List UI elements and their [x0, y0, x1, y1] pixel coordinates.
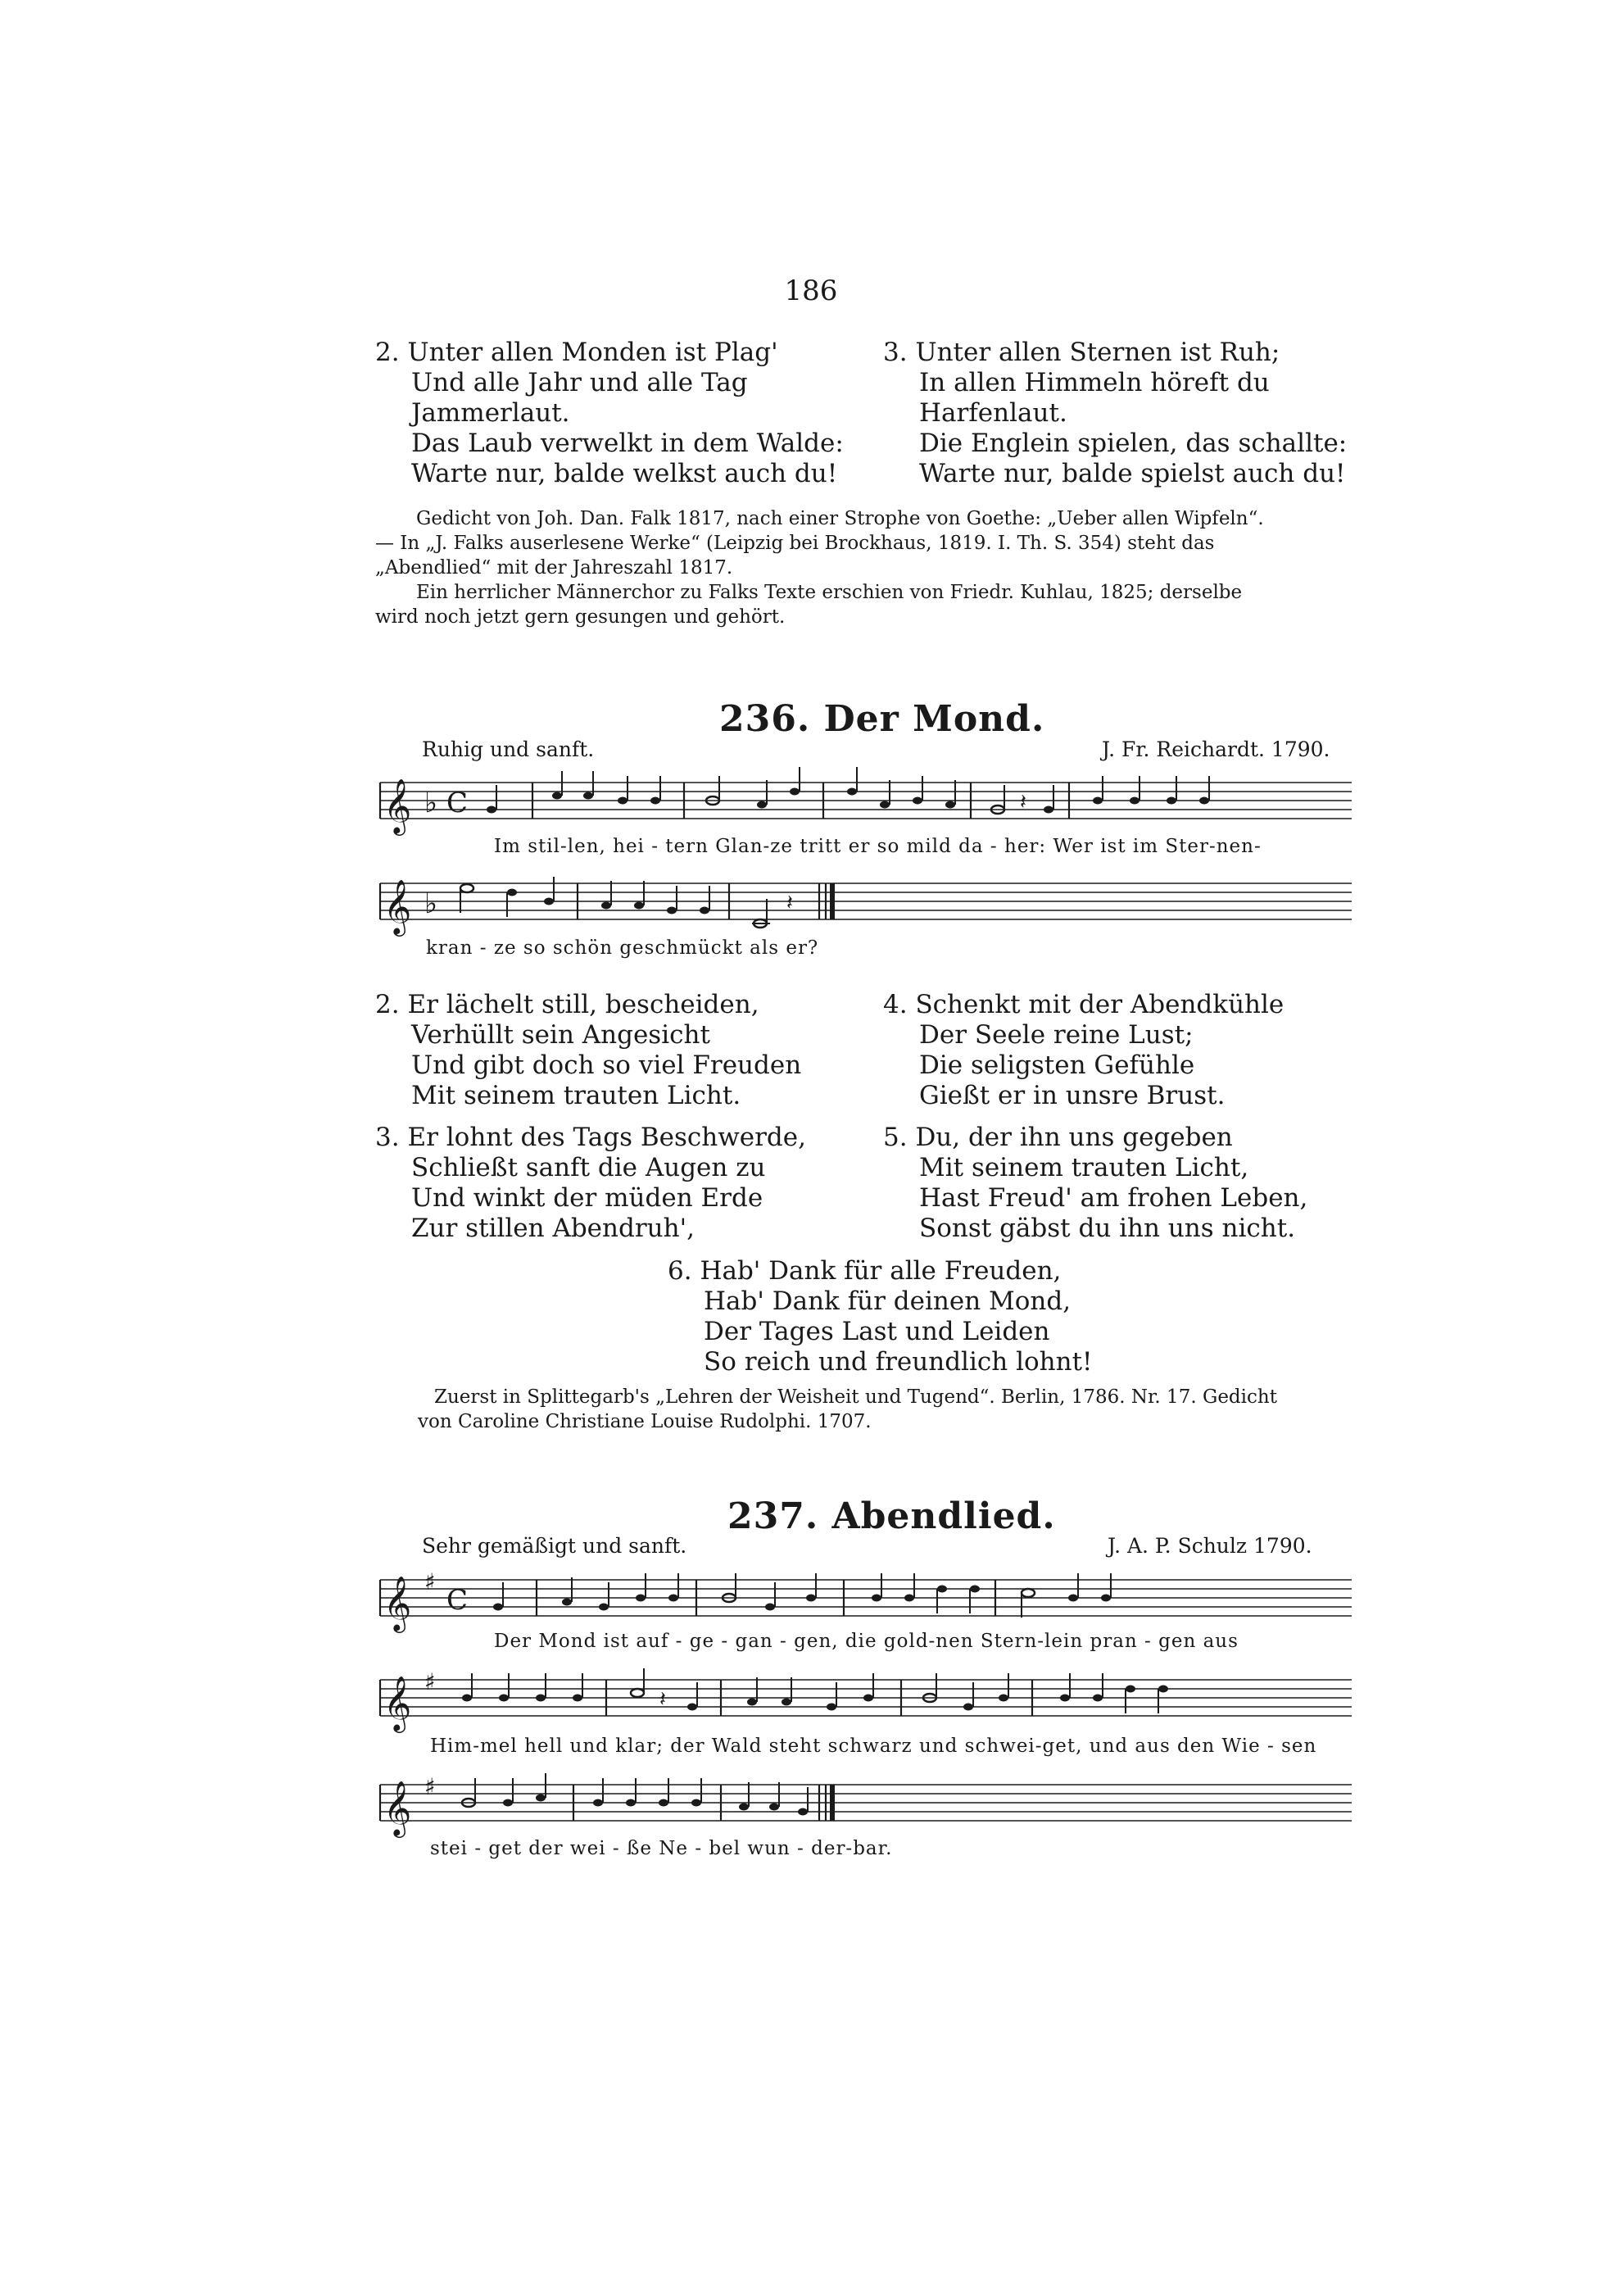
stanza-number: 2.	[375, 990, 400, 1019]
stanza-line: Er lohnt des Tags Beschwerde,	[407, 1123, 806, 1152]
song-237-tempo: Sehr gemäßigt und sanft.	[422, 1534, 687, 1558]
song-237-composer: J. A. P. Schulz 1790.	[1108, 1534, 1312, 1558]
page-number: 186	[784, 275, 838, 307]
stanza-line: Verhüllt sein Angesicht	[411, 1020, 710, 1050]
stanza-line: Sonst gäbst du ihn uns nicht.	[919, 1214, 1296, 1243]
song-236-lyrics-1: Im stil-len, hei - tern Glan-ze tritt er so mild da - her: Wer ist im Ster-nen-	[494, 836, 1262, 857]
rest-icon: 𝄽	[1020, 790, 1026, 814]
rest-icon: 𝄽	[786, 891, 793, 915]
stanza-number: 3.	[883, 338, 908, 367]
song-236-staff-2	[377, 875, 1360, 932]
stanza-line: Die Englein spielen, das schallte:	[919, 429, 1348, 458]
stanza-line: Mit seinem trauten Licht.	[411, 1081, 741, 1110]
treble-clef-icon: 𝄞	[383, 878, 412, 934]
song-237-staff-1	[377, 1568, 1360, 1631]
sharp-icon: ♯	[424, 1668, 436, 1695]
stanza-line: Gießt er in unsre Brust.	[919, 1081, 1226, 1110]
flat-icon: ♭	[424, 787, 438, 819]
stanza-line: Der Tages Last und Leiden	[704, 1317, 1050, 1346]
note-line: Ein herrlicher Männerchor zu Falks Texte erschien von Friedr. Kuhlau, 1825; derselbe	[416, 582, 1243, 603]
treble-clef-icon: 𝄞	[383, 778, 412, 833]
song-236-note	[418, 1385, 1360, 1434]
sharp-icon: ♯	[424, 1568, 436, 1595]
song-236-tempo: Ruhig und sanft.	[422, 737, 595, 761]
sharp-icon: ♯	[424, 1773, 436, 1800]
treble-clef-icon: 𝄞	[383, 1575, 412, 1631]
song-236-stanza-2	[375, 990, 801, 1111]
song-237-staff-3	[377, 1773, 1360, 1835]
note-line: Gedicht von Joh. Dan. Falk 1817, nach einer Strophe von Goethe: „Ueber allen Wipfeln“.	[416, 508, 1264, 529]
song-237-staff-2	[377, 1668, 1360, 1731]
stanza-number: 3.	[375, 1123, 400, 1152]
prev-stanza-2	[375, 338, 844, 489]
stanza-line: Und gibt doch so viel Freuden	[411, 1050, 802, 1080]
stanza-line: Jammerlaut.	[411, 398, 570, 428]
stanza-line: Die seligsten Gefühle	[919, 1050, 1195, 1080]
stanza-number: 6.	[668, 1256, 692, 1286]
stanza-line: Schließt sanft die Augen zu	[411, 1153, 766, 1182]
treble-clef-icon: 𝄞	[383, 1780, 412, 1835]
song-236-title: 236. Der Mond.	[719, 698, 1045, 740]
stanza-number: 2.	[375, 338, 400, 367]
note-line: von Caroline Christiane Louise Rudolphi. 1707.	[418, 1411, 872, 1432]
song-237-lyrics-2: Him-mel hell und klar; der Wald steht schwarz und schwei-get, und aus den Wie - sen	[430, 1736, 1317, 1757]
rest-icon: 𝄽	[659, 1687, 666, 1712]
stanza-line: Harfenlaut.	[919, 398, 1067, 428]
common-time-icon: C	[446, 787, 469, 819]
song-237-title: 237. Abendlied.	[727, 1495, 1056, 1537]
stanza-line: Du, der ihn uns gegeben	[915, 1123, 1233, 1152]
song-236-stanza-5	[883, 1123, 1307, 1244]
stanza-number: 4.	[883, 990, 908, 1019]
prev-stanza-3	[883, 338, 1347, 489]
stanza-line: Hab' Dank für alle Freuden,	[700, 1256, 1062, 1286]
song-236-lyrics-2: kran - ze so schön geschmückt als er?	[426, 937, 819, 959]
stanza-line: Und winkt der müden Erde	[411, 1183, 763, 1213]
common-time-icon: C	[446, 1584, 469, 1617]
stanza-line: Das Laub verwelkt in dem Walde:	[411, 429, 844, 458]
song-236-stanza-3	[375, 1123, 806, 1244]
note-line: — In „J. Falks auserlesene Werke“ (Leipzig bei Brockhaus, 1819. I. Th. S. 354) steht das	[375, 533, 1215, 554]
song-237-notes-2	[462, 1668, 1168, 1716]
stanza-line: Warte nur, balde spielst auch du!	[919, 459, 1346, 488]
stanza-line: Unter allen Sternen ist Ruh;	[915, 338, 1280, 367]
stanza-line: Unter allen Monden ist Plag'	[407, 338, 778, 367]
song-237-notes-3	[462, 1773, 832, 1821]
song-237-lyrics-3: stei - get der wei - ße Ne - bel wun - der-bar.	[430, 1838, 893, 1859]
flat-icon: ♭	[424, 887, 438, 920]
stanza-line: Er lächelt still, bescheiden,	[407, 990, 759, 1019]
song-236-stanza-4	[883, 990, 1284, 1111]
stanza-line: Hab' Dank für deinen Mond,	[704, 1286, 1072, 1316]
song-236-notes-1	[487, 767, 1209, 819]
note-line: „Abendlied“ mit der Jahreszahl 1817.	[375, 557, 733, 579]
stanza-line: Schenkt mit der Abendkühle	[915, 990, 1284, 1019]
stanza-number: 5.	[883, 1123, 908, 1152]
note-line: Zuerst in Splittegarb's „Lehren der Weisheit und Tugend“. Berlin, 1786. Nr. 17. Gedicht	[434, 1386, 1277, 1408]
stanza-line: Warte nur, balde welkst auch du!	[411, 459, 838, 488]
treble-clef-icon: 𝄞	[383, 1675, 412, 1731]
stanza-line: So reich und freundlich lohnt!	[704, 1347, 1093, 1377]
stanza-line: Mit seinem trauten Licht,	[919, 1153, 1249, 1182]
stanza-line: Der Seele reine Lust;	[919, 1020, 1194, 1050]
song-236-staff-1	[377, 774, 1360, 832]
song-236-composer: J. Fr. Reichardt. 1790.	[1102, 737, 1330, 761]
stanza-line: In allen Himmeln höreft du	[919, 368, 1270, 397]
song-237-lyrics-1: Der Mond ist auf - ge - gan - gen, die gold-nen Stern-lein pran - gen aus	[494, 1631, 1239, 1652]
stanza-line: Und alle Jahr und alle Tag	[411, 368, 748, 397]
stanza-line: Zur stillen Abendruh',	[411, 1214, 695, 1243]
song-236-stanza-6	[668, 1256, 1093, 1377]
prev-song-note	[375, 506, 1350, 629]
stanza-line: Hast Freud' am frohen Leben,	[919, 1183, 1308, 1213]
note-line: wird noch jetzt gern gesungen und gehört.	[375, 606, 786, 628]
